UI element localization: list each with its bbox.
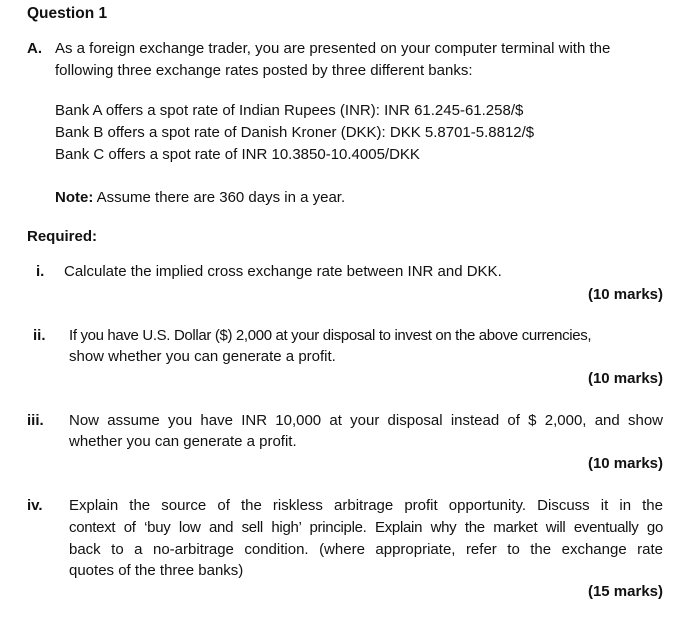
question-iii-numeral: iii. <box>27 412 44 429</box>
question-title: Question 1 <box>27 5 108 22</box>
question-iii-text-line-1: Now assume you have INR 10,000 at your disposal instead of $ 2,000, and show <box>69 412 663 429</box>
bank-c-rate: Bank C offers a spot rate of INR 10.3850-10.4005/DKK <box>55 146 420 163</box>
required-heading: Required: <box>27 228 98 245</box>
question-ii-marks: (10 marks) <box>587 370 663 387</box>
part-a-intro-line-2: following three exchange rates posted by three different banks: <box>55 62 473 79</box>
note <box>55 187 345 208</box>
question-i-marks: (10 marks) <box>587 286 663 303</box>
question-iv-text-line-4: quotes of the three banks) <box>69 562 244 579</box>
question-iii-marks: (10 marks) <box>587 455 663 472</box>
bank-b-rate: Bank B offers a spot rate of Danish Kroner (DKK): DKK 5.8701-5.8812/$ <box>55 124 535 141</box>
note-text: Assume there are 360 days in a year. <box>93 189 346 206</box>
question-i-numeral: i. <box>36 263 45 280</box>
question-iii-text-line-2: whether you can generate a profit. <box>69 433 297 450</box>
question-iv-numeral: iv. <box>27 497 43 514</box>
part-a-intro-line-1: As a foreign exchange trader, you are presented on your computer terminal with the <box>55 40 611 57</box>
question-iv-text-line-1: Explain the source of the riskless arbitrage profit opportunity. Discuss it in the <box>69 497 663 514</box>
part-a-label: A. <box>27 40 42 57</box>
question-iv-text-line-3: back to a no-arbitrage condition. (where appropriate, refer to the exchange rate <box>69 541 663 558</box>
question-ii-text-line-2: show whether you can generate a profit. <box>69 348 336 365</box>
note-label: Note: <box>55 189 94 206</box>
question-ii-numeral: ii. <box>33 327 46 344</box>
question-i-text: Calculate the implied cross exchange rate between INR and DKK. <box>64 263 502 280</box>
question-iv-text-line-2: context of ‘buy low and sell high’ principle. Explain why the market will eventually go <box>69 519 663 536</box>
question-iv-marks: (15 marks) <box>587 583 663 600</box>
question-ii-text-line-1: If you have U.S. Dollar ($) 2,000 at your disposal to invest on the above currencies, <box>69 327 592 344</box>
bank-a-rate: Bank A offers a spot rate of Indian Rupees (INR): INR 61.245-61.258/$ <box>55 102 524 119</box>
